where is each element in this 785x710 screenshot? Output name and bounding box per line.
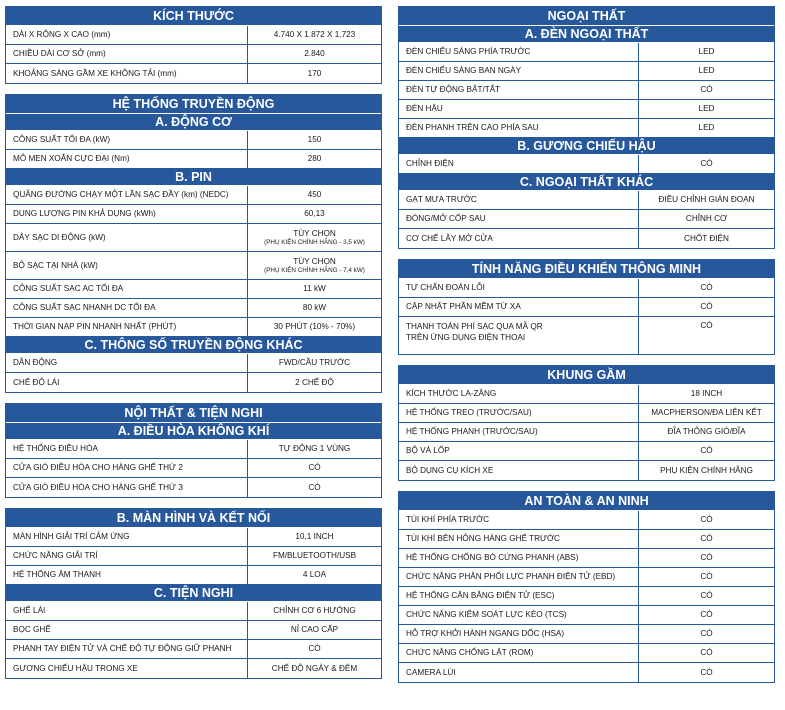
spec-row xyxy=(6,131,381,150)
spec-value: CÓ xyxy=(308,482,321,492)
spec-row xyxy=(6,640,381,659)
spec-row xyxy=(399,461,774,480)
spec-row xyxy=(399,43,774,62)
spec-label: CÔNG SUẤT SẠC AC TỐI ĐA xyxy=(6,280,248,298)
spec-label: HỆ THỐNG PHANH (TRƯỚC/SAU) xyxy=(399,423,639,441)
spec-value: 170 xyxy=(307,68,322,78)
engine-subtitle: A. ĐỘNG CƠ xyxy=(6,114,381,131)
spec-value: 60,13 xyxy=(304,209,325,219)
spec-row xyxy=(6,318,381,337)
spec-value-main: TÙY CHỌN xyxy=(293,257,336,267)
mirrors-subtitle: B. GƯƠNG CHIẾU HẬU xyxy=(399,138,774,155)
interior-section xyxy=(5,403,382,498)
left-column xyxy=(5,6,382,689)
spec-row xyxy=(6,528,381,547)
spec-value: 18 INCH xyxy=(690,389,723,399)
spec-label: THỜI GIAN NẠP PIN NHANH NHẤT (PHÚT) xyxy=(6,318,248,336)
spec-value: CÓ xyxy=(700,629,713,639)
spec-row xyxy=(399,423,774,442)
spec-value-main: TÙY CHỌN xyxy=(293,229,336,239)
spec-value: CÓ xyxy=(700,321,713,330)
spec-row xyxy=(6,547,381,566)
spec-value: FWD/CẦU TRƯỚC xyxy=(278,358,351,368)
spec-row xyxy=(399,549,774,568)
spec-row xyxy=(6,205,381,224)
safety-section xyxy=(398,491,775,683)
spec-label: TỰ CHẨN ĐOÁN LỖI xyxy=(399,279,639,297)
spec-value: 4.740 X 1.872 X 1.723 xyxy=(273,30,356,40)
spec-row xyxy=(399,568,774,587)
spec-row xyxy=(6,224,381,252)
smart-features-section xyxy=(398,259,775,355)
spec-label: HỆ THỐNG CÂN BẰNG ĐIỆN TỬ (ESC) xyxy=(399,587,639,605)
amenities-subtitle: C. TIỆN NGHI xyxy=(6,585,381,602)
spec-label: DÂY SẠC DI ĐỘNG (kW) xyxy=(6,224,248,251)
spec-label: ĐÈN TỰ ĐỘNG BẬT/TẮT xyxy=(399,81,639,99)
spec-label: DUNG LƯỢNG PIN KHẢ DỤNG (kWh) xyxy=(6,205,248,223)
spec-row xyxy=(6,252,381,280)
powertrain-section xyxy=(5,94,382,393)
smart-features-title: TÍNH NĂNG ĐIỀU KHIỂN THÔNG MINH xyxy=(399,260,774,279)
spec-value: CÓ xyxy=(700,591,713,601)
spec-value xyxy=(248,224,381,251)
spec-value: CÓ xyxy=(700,515,713,525)
spec-value: LED xyxy=(698,104,715,114)
spec-row xyxy=(6,45,381,64)
spec-label: CHỨC NĂNG KIỂM SOÁT LỰC KÉO (TCS) xyxy=(399,606,639,624)
spec-label: GẠT MƯA TRƯỚC xyxy=(399,191,639,209)
spec-label: HỖ TRỢ KHỞI HÀNH NGANG DỐC (HSA) xyxy=(399,625,639,643)
spec-label: TÚI KHÍ PHÍA TRƯỚC xyxy=(399,511,639,529)
spec-row xyxy=(399,119,774,138)
spec-label: CHỨC NĂNG PHÂN PHỐI LỰC PHANH ĐIỆN TỬ (EBD) xyxy=(399,568,639,586)
spec-label: HỆ THỐNG CHỐNG BÓ CỨNG PHANH (ABS) xyxy=(399,549,639,567)
spec-value: CHỈNH CƠ 6 HƯỚNG xyxy=(273,606,356,616)
spec-label: QUÃNG ĐƯỜNG CHẠY MỘT LẦN SẠC ĐẦY (km) (NEDC) xyxy=(6,186,248,204)
spec-row xyxy=(6,150,381,169)
battery-subtitle: B. PIN xyxy=(6,169,381,186)
spec-row xyxy=(6,354,381,373)
spec-value: CHẾ ĐỘ NGÀY & ĐÊM xyxy=(271,663,358,673)
spec-label: CỬA GIÓ ĐIỀU HÒA CHO HÀNG GHẾ THỨ 3 xyxy=(6,478,248,497)
spec-value: CÓ xyxy=(700,534,713,544)
spec-row xyxy=(399,155,774,174)
spec-label: BỘ SẠC TẠI NHÀ (kW) xyxy=(6,252,248,279)
powertrain-title: HỆ THỐNG TRUYỀN ĐỘNG xyxy=(6,95,381,114)
spec-row xyxy=(6,186,381,205)
spec-label-line2: TRÊN ỨNG DỤNG ĐIỆN THOẠI xyxy=(406,333,526,343)
spec-row xyxy=(399,298,774,317)
display-section xyxy=(5,508,382,679)
spec-value: 11 kW xyxy=(303,284,326,294)
spec-value: ĐĨA THÔNG GIÓ/ĐĨA xyxy=(667,427,746,437)
safety-title: AN TOÀN & AN NINH xyxy=(399,492,774,511)
spec-label: CHỨC NĂNG GIẢI TRÍ xyxy=(6,547,248,565)
spec-value: CÓ xyxy=(700,446,713,456)
spec-label: CHỈNH ĐIỆN xyxy=(399,155,639,173)
ac-subtitle: A. ĐIỀU HÒA KHÔNG KHÍ xyxy=(6,423,381,440)
spec-label: CÔNG SUẤT TỐI ĐA (kW) xyxy=(6,131,248,149)
spec-value: CÓ xyxy=(308,463,321,473)
spec-label: CHẾ ĐỘ LÁI xyxy=(6,373,248,392)
spec-value: 4 LOA xyxy=(302,570,327,580)
spec-row xyxy=(399,625,774,644)
spec-row xyxy=(6,621,381,640)
spec-label: KHOẢNG SÁNG GẦM XE KHÔNG TẢI (mm) xyxy=(6,64,248,83)
spec-label: KÍCH THƯỚC LA-ZĂNG xyxy=(399,385,639,403)
spec-label xyxy=(399,317,639,354)
chassis-title: KHUNG GẦM xyxy=(399,366,774,385)
spec-value: CÓ xyxy=(700,553,713,563)
spec-row xyxy=(399,100,774,119)
spec-row xyxy=(6,373,381,392)
spec-label: HỆ THỐNG TREO (TRƯỚC/SAU) xyxy=(399,404,639,422)
spec-row xyxy=(399,210,774,229)
spec-value: 80 kW xyxy=(302,303,327,313)
spec-label: MÔ MEN XOẮN CỰC ĐẠI (Nm) xyxy=(6,150,248,168)
spec-row xyxy=(399,644,774,663)
spec-row xyxy=(399,191,774,210)
spec-row xyxy=(399,663,774,682)
spec-row xyxy=(6,566,381,585)
spec-label: MÀN HÌNH GIẢI TRÍ CẢM ỨNG xyxy=(6,528,248,546)
spec-value xyxy=(248,252,381,279)
exterior-section xyxy=(398,6,775,249)
display-title: B. MÀN HÌNH VÀ KẾT NỐI xyxy=(6,509,381,528)
spec-row xyxy=(399,279,774,298)
spec-value: CÓ xyxy=(700,302,713,312)
spec-row xyxy=(399,385,774,404)
spec-value: 2 CHẾ ĐỘ xyxy=(295,377,334,387)
chassis-section xyxy=(398,365,775,481)
spec-label: CẬP NHẬT PHẦN MỀM TỪ XA xyxy=(399,298,639,316)
spec-value: 2.840 xyxy=(304,49,325,59)
spec-row xyxy=(6,26,381,45)
spec-value: CÓ xyxy=(700,648,713,658)
lights-subtitle: A. ĐÈN NGOẠI THẤT xyxy=(399,26,774,43)
spec-value: PHỤ KIỆN CHÍNH HÃNG xyxy=(660,465,753,475)
spec-row xyxy=(399,511,774,530)
interior-title: NỘI THẤT & TIỆN NGHI xyxy=(6,404,381,423)
spec-row xyxy=(399,530,774,549)
spec-value: 150 xyxy=(307,135,322,145)
spec-value-note: (PHỤ KIỆN CHÍNH HÃNG - 7,4 kW) xyxy=(264,266,365,274)
right-column xyxy=(398,6,775,693)
spec-row xyxy=(399,404,774,423)
spec-label: CAMERA LÙI xyxy=(399,663,639,682)
spec-label: BỌC GHẾ xyxy=(6,621,248,639)
spec-value: CÓ xyxy=(700,85,713,95)
spec-row xyxy=(399,62,774,81)
spec-row xyxy=(399,606,774,625)
spec-value: 280 xyxy=(307,154,322,164)
drivetrain-subtitle: C. THÔNG SỐ TRUYỀN ĐỘNG KHÁC xyxy=(6,337,381,354)
spec-value-note: (PHỤ KIỆN CHÍNH HÃNG - 3,5 kW) xyxy=(264,238,365,246)
spec-value: LED xyxy=(698,123,715,133)
spec-label: PHANH TAY ĐIỆN TỬ VÀ CHẾ ĐỘ TỰ ĐỘNG GIỮ PHANH xyxy=(6,640,248,658)
spec-value: CÓ xyxy=(700,610,713,620)
spec-value: CÓ xyxy=(700,283,713,293)
spec-row xyxy=(6,280,381,299)
dimensions-title: KÍCH THƯỚC xyxy=(6,7,381,26)
spec-label: HỆ THỐNG ĐIỀU HÒA xyxy=(6,440,248,458)
spec-row xyxy=(399,229,774,248)
spec-value: 450 xyxy=(307,190,322,200)
spec-label: GƯƠNG CHIẾU HẬU TRONG XE xyxy=(6,659,248,678)
spec-value: 10,1 INCH xyxy=(295,532,334,542)
spec-label: CHỨC NĂNG CHỐNG LẬT (ROM) xyxy=(399,644,639,662)
exterior-title: NGOẠI THẤT xyxy=(399,7,774,26)
spec-row xyxy=(399,317,774,354)
spec-value: CÓ xyxy=(700,159,713,169)
spec-value: CÓ xyxy=(700,667,713,677)
spec-label: ĐÈN CHIẾU SÁNG PHÍA TRƯỚC xyxy=(399,43,639,61)
spec-row xyxy=(6,299,381,318)
spec-value: FM/BLUETOOTH/USB xyxy=(272,551,357,561)
spec-label: BỘ DỤNG CỤ KÍCH XE xyxy=(399,461,639,480)
spec-label: BỘ VÁ LỐP xyxy=(399,442,639,460)
spec-label: CƠ CHẾ LẪY MỞ CỬA xyxy=(399,229,639,248)
spec-label: ĐÈN HẬU xyxy=(399,100,639,118)
spec-label: ĐÓNG/MỞ CỐP SAU xyxy=(399,210,639,228)
spec-row xyxy=(6,459,381,478)
spec-value: ĐIỀU CHỈNH GIÁN ĐOẠN xyxy=(658,195,755,205)
spec-row xyxy=(6,659,381,678)
spec-value: LED xyxy=(698,47,715,57)
dimensions-section xyxy=(5,6,382,84)
spec-row xyxy=(399,442,774,461)
spec-value: NỈ CAO CẤP xyxy=(290,625,339,635)
spec-value: CÓ xyxy=(308,644,321,654)
spec-row xyxy=(6,602,381,621)
spec-value: MACPHERSON/ĐA LIÊN KẾT xyxy=(651,408,762,418)
exterior-other-subtitle: C. NGOẠI THẤT KHÁC xyxy=(399,174,774,191)
spec-label: CỬA GIÓ ĐIỀU HÒA CHO HÀNG GHẾ THỨ 2 xyxy=(6,459,248,477)
spec-value: CHỐT ĐIỆN xyxy=(684,233,729,243)
spec-value: CHỈNH CƠ xyxy=(685,214,728,224)
spec-value: TỰ ĐỘNG 1 VÙNG xyxy=(278,444,351,454)
spec-label: CHIỀU DÀI CƠ SỞ (mm) xyxy=(6,45,248,63)
spec-label: TÚI KHÍ BÊN HÔNG HÀNG GHẾ TRƯỚC xyxy=(399,530,639,548)
spec-label-line1: THANH TOÁN PHÍ SẠC QUA MÃ QR xyxy=(406,322,543,331)
spec-value: LED xyxy=(698,66,715,76)
spec-label: CÔNG SUẤT SẠC NHANH DC TỐI ĐA xyxy=(6,299,248,317)
spec-row xyxy=(399,587,774,606)
spec-row xyxy=(399,81,774,100)
spec-label: GHẾ LÁI xyxy=(6,602,248,620)
spec-label: HỆ THỐNG ÂM THANH xyxy=(6,566,248,584)
spec-value: 30 PHÚT (10% - 70%) xyxy=(273,322,356,332)
spec-label: ĐÈN PHANH TRÊN CAO PHÍA SAU xyxy=(399,119,639,137)
spec-label: DẪN ĐỘNG xyxy=(6,354,248,372)
spec-row xyxy=(6,64,381,83)
spec-row xyxy=(6,440,381,459)
spec-value: CÓ xyxy=(700,572,713,582)
spec-label: ĐÈN CHIẾU SÁNG BAN NGÀY xyxy=(399,62,639,80)
spec-label: DÀI X RỘNG X CAO (mm) xyxy=(6,26,248,44)
spec-row xyxy=(6,478,381,497)
